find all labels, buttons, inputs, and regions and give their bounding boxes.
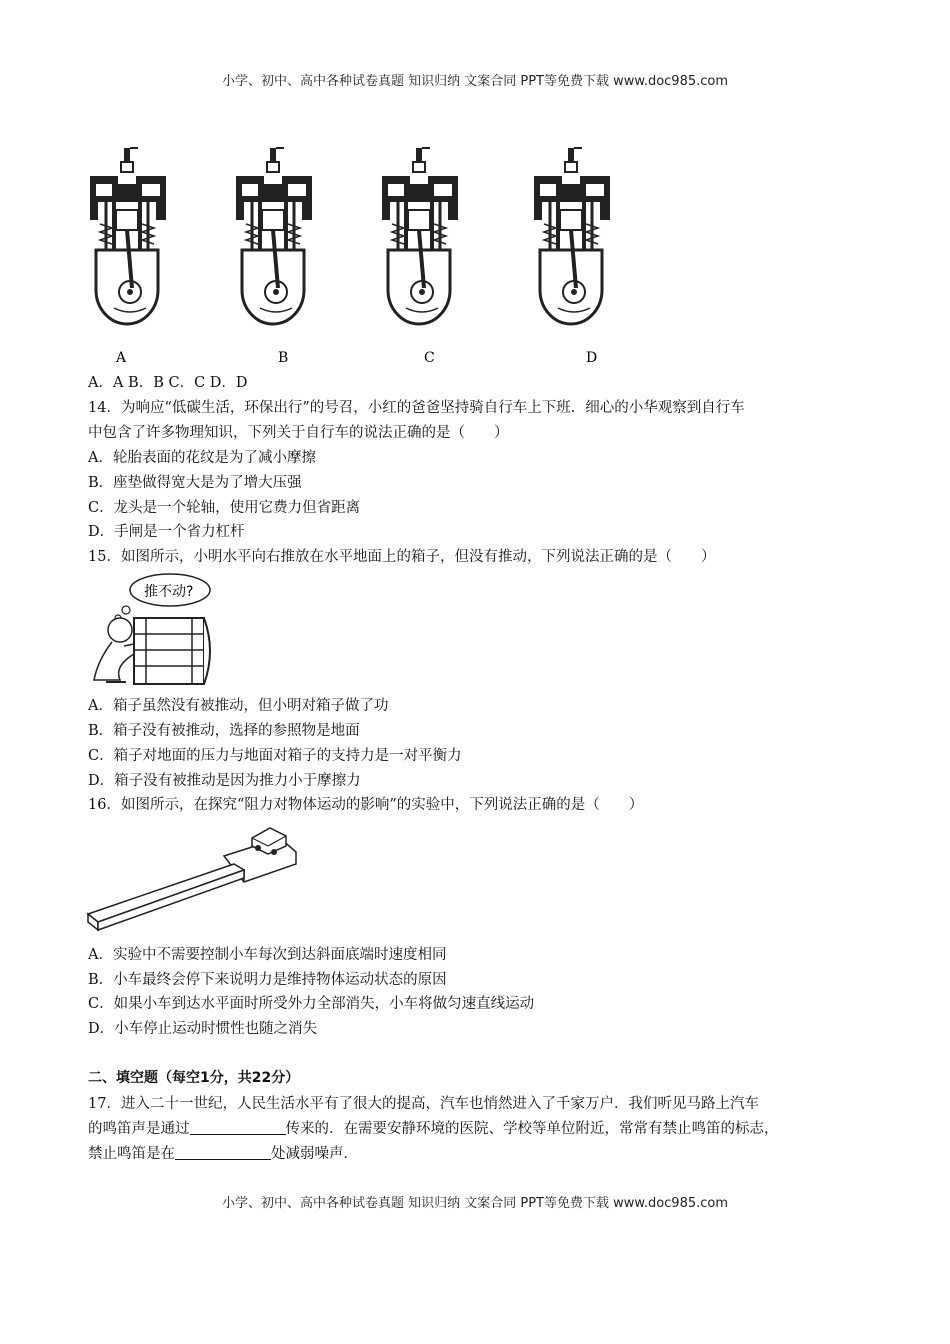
thought-bubble-text: 推不动? [144,584,194,600]
engine-label-a: A [116,350,127,366]
q16-option-a: A．实验中不需要控制小车每次到达斜面底端时速度相同 [88,947,447,963]
q17-line2-text-a: 的鸣笛声是通过 [88,1121,190,1137]
q14-option-b: B．座垫做得宽大是为了增大压强 [88,475,302,491]
q15-stem: 15．如图所示，小明水平向右推放在水平地面上的箱子，但没有推动，下列说法正确的是（ ） [88,549,716,565]
q15-option-a: A．箱子虽然没有被推动，但小明对箱子做了功 [88,698,389,714]
page-header: 小学、初中、高中各种试卷真题 知识归纳 文案合同 PPT等免费下载 www.doc985.com [221,74,729,89]
q16-option-b: B．小车最终会停下来说明力是维持物体运动状态的原因 [88,972,447,988]
q16-option-d: D．小车停止运动时惯性也随之消失 [88,1021,318,1037]
q15-option-b: B．箱子没有被推动，选择的参照物是地面 [88,723,360,739]
q14-option-c: C．龙头是一个轮轴，使用它费力但省距离 [88,500,361,516]
engine-strokes-figure [80,140,640,370]
q16-stem: 16．如图所示，在探究“阻力对物体运动的影响”的实验中，下列说法正确的是（ ） [88,797,644,813]
q14-option-d: D．手闸是一个省力杠杆 [88,524,245,540]
q14-option-a: A．轮胎表面的花纹是为了减小摩擦 [88,450,316,466]
engine-label-d: D [586,350,598,366]
q17-line3-text-a: 禁止鸣笛是在 [88,1146,175,1162]
incline-cart-figure [84,818,304,936]
q14-stem-line2: 中包含了许多物理知识，下列关于自行车的说法正确的是（ ） [88,425,509,441]
q17-line2 [88,1117,779,1138]
q17-blank-2[interactable] [175,1145,271,1160]
engine-label-c: C [424,350,435,366]
q17-line3 [88,1142,358,1163]
q15-option-d: D．箱子没有被推动是因为推力小于摩擦力 [88,773,361,789]
q14-stem-line1: 14．为响应“低碳生活，环保出行”的号召，小红的爸爸坚持骑自行车上下班．细心的小华观察到自行车 [88,400,745,416]
section-2-title: 二、填空题（每空1分，共22分） [88,1070,300,1086]
engine-label-b: B [278,350,289,366]
q16-option-c: C．如果小车到达水平面时所受外力全部消失，小车将做匀速直线运动 [88,996,535,1012]
q13-options: A．A B．B C．C D．D [88,375,248,391]
q15-option-c: C．箱子对地面的压力与地面对箱子的支持力是一对平衡力 [88,748,462,764]
q17-line1: 17．进入二十一世纪，人民生活水平有了很大的提高，汽车也悄然进入了千家万户．我们听见马路上汽车 [88,1096,759,1112]
q17-line2-text-b: 传来的．在需要安静环境的医院、学校等单位附近，常常有禁止鸣笛的标志， [285,1121,779,1137]
q17-blank-1[interactable] [190,1120,286,1135]
q17-line3-text-b: 处减弱噪声． [271,1146,358,1162]
page-footer: 小学、初中、高中各种试卷真题 知识归纳 文案合同 PPT等免费下载 www.doc985.com [221,1196,729,1211]
push-box-figure [84,570,224,690]
